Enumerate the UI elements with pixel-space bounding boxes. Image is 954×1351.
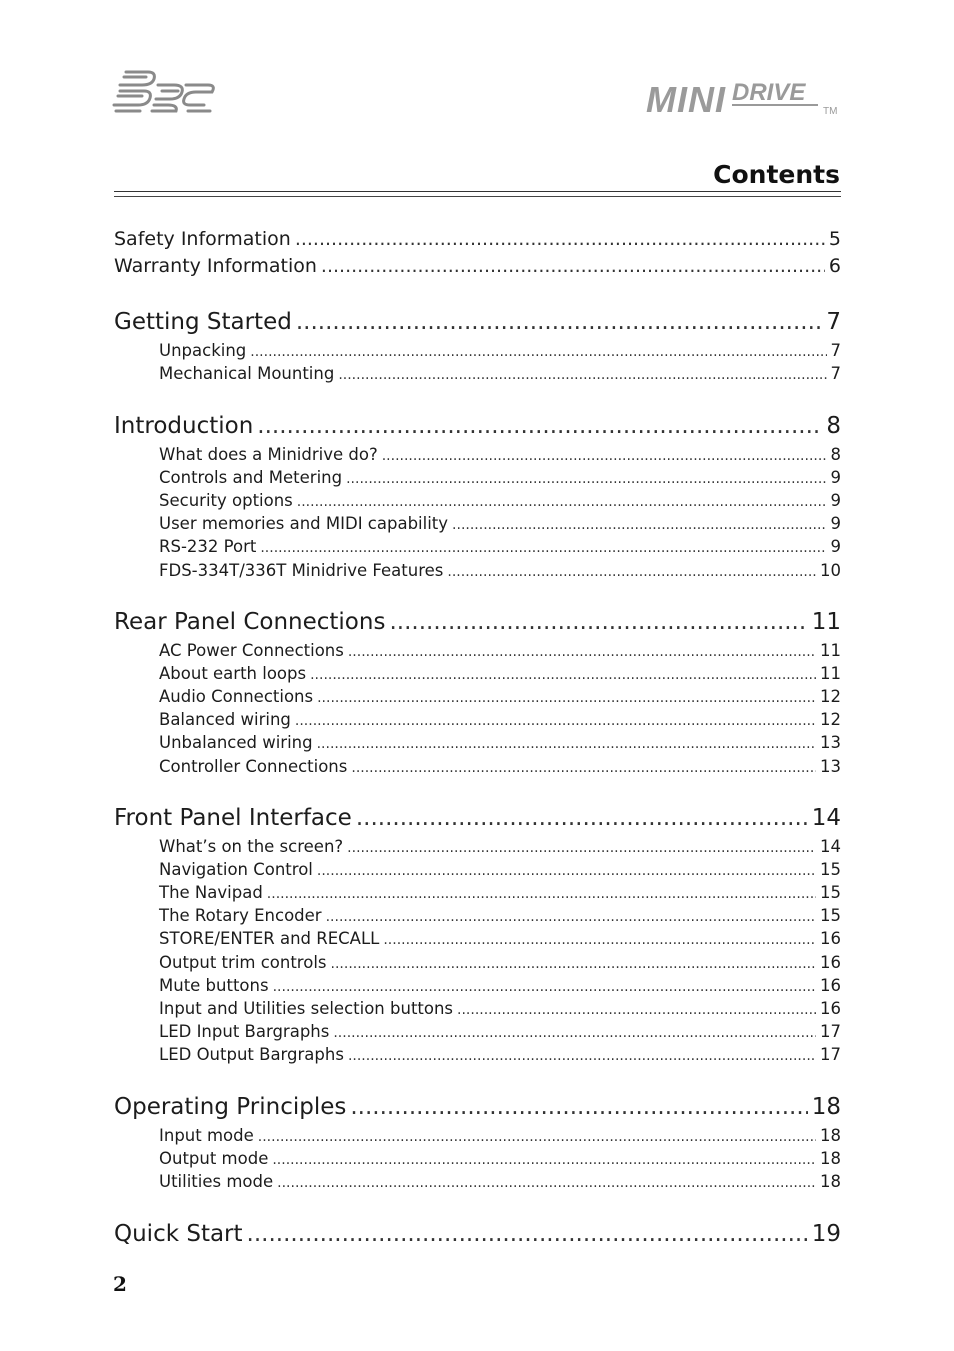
- toc-subsection-entry[interactable]: [159, 757, 841, 776]
- toc-entry-title: User memories and MIDI capability: [159, 514, 449, 534]
- toc-section-entry[interactable]: [114, 1221, 841, 1247]
- toc-subsection-entry[interactable]: [159, 953, 841, 972]
- toc-entry-page: 5: [828, 228, 841, 250]
- toc-leader-dots: [317, 860, 816, 879]
- toc-entry-title: AC Power Connections: [159, 641, 344, 660]
- toc-entry-page: 12: [820, 687, 841, 707]
- toc-leader-dots: [331, 953, 816, 972]
- toc-leader-dots: [326, 906, 816, 925]
- toc-entry-page: 17: [820, 1021, 841, 1041]
- toc-entry-title: About earth loops: [159, 664, 307, 684]
- toc-subsection-entry[interactable]: [159, 929, 841, 948]
- toc-leader-dots: [310, 664, 816, 683]
- toc-section-entry[interactable]: [114, 309, 841, 335]
- toc-leader-dots: [338, 364, 826, 383]
- toc-entry-page: 15: [820, 860, 841, 880]
- toc-entry-page: 16: [820, 998, 841, 1018]
- toc-leader-dots: [317, 687, 816, 706]
- toc-leader-dots: [277, 1172, 816, 1191]
- toc-entry-title: Front Panel Interface: [114, 805, 352, 831]
- toc-entry-page: 19: [811, 1221, 841, 1247]
- toc-leader-dots: [350, 1094, 807, 1120]
- toc-entry-title: The Navipad: [159, 883, 263, 903]
- toc-subsection-entry[interactable]: [159, 1126, 841, 1145]
- toc-entry-page: 11: [820, 641, 841, 660]
- page-number: 2: [113, 1272, 127, 1296]
- toc-subsection-entry[interactable]: [159, 1172, 841, 1191]
- toc-entry-title: The Rotary Encoder: [159, 906, 322, 926]
- toc-entry-page: 7: [826, 309, 841, 335]
- svg-text:TM: TM: [823, 106, 838, 117]
- toc-entry-page: 14: [820, 837, 841, 856]
- toc-entry-title: Mute buttons: [159, 975, 269, 995]
- toc-entry-title: Safety Information: [114, 228, 291, 250]
- toc-leader-dots: [267, 883, 816, 902]
- toc-leader-dots: [348, 1045, 816, 1064]
- heading-rule: [114, 191, 841, 192]
- toc-entry-page: 18: [820, 1126, 841, 1145]
- toc-leader-dots: [348, 641, 816, 660]
- toc-entry-page: 9: [830, 537, 841, 557]
- toc-entry-page: 11: [820, 664, 841, 684]
- toc-entry-title: Getting Started: [114, 309, 292, 335]
- toc-leader-dots: [250, 341, 826, 360]
- toc-subsection-entry[interactable]: [159, 341, 841, 360]
- toc-entry-title: Mechanical Mounting: [159, 364, 335, 384]
- toc-subsection-entry[interactable]: [159, 906, 841, 925]
- toc-entry-page: 18: [811, 1094, 841, 1120]
- toc-entry-title: Unpacking: [159, 341, 247, 360]
- toc-entry-page: 9: [830, 491, 841, 511]
- toc-leader-dots: [347, 837, 816, 856]
- toc-entry-title: LED Input Bargraphs: [159, 1021, 330, 1041]
- toc-leader-dots: [257, 413, 822, 439]
- toc-leader-dots: [321, 255, 825, 277]
- toc-entry-title: Input mode: [159, 1126, 254, 1145]
- toc-entry-page: 14: [811, 805, 841, 831]
- toc-leader-dots: [383, 929, 816, 948]
- toc-leader-dots: [382, 445, 827, 464]
- toc-entry-title: FDS-334T/336T Minidrive Features: [159, 560, 444, 580]
- toc-entry-title: Security options: [159, 491, 293, 511]
- toc-entry-title: Navigation Control: [159, 860, 313, 880]
- toc-entry-title: Quick Start: [114, 1221, 243, 1247]
- toc-entry-title: LED Output Bargraphs: [159, 1044, 344, 1064]
- toc-subsection-entry[interactable]: [159, 883, 841, 902]
- toc-entry-page: 16: [820, 929, 841, 949]
- toc-entry-title: What does a Minidrive do?: [159, 445, 378, 464]
- toc-subsection-entry[interactable]: [159, 860, 841, 879]
- toc-subsection-entry[interactable]: [159, 491, 841, 510]
- toc-leader-dots: [247, 1221, 808, 1247]
- svg-text:DRIVE: DRIVE: [732, 79, 806, 106]
- toc-subsection-entry[interactable]: [159, 641, 841, 660]
- toc-entry-page: 8: [826, 413, 841, 439]
- heading-rule-secondary: [114, 196, 841, 197]
- toc-entry-title: Audio Connections: [159, 687, 314, 707]
- toc-section-entry[interactable]: [114, 805, 841, 831]
- page-title: Contents: [713, 160, 840, 189]
- toc-entry-page: 15: [820, 906, 841, 926]
- toc-entry-page: 12: [820, 710, 841, 730]
- toc-leader-dots: [258, 1126, 816, 1145]
- toc-entry-page: 10: [820, 560, 841, 580]
- toc-entry-title: Output mode: [159, 1149, 269, 1169]
- toc-subsection-entry[interactable]: [159, 1022, 841, 1041]
- toc-entry-title: Rear Panel Connections: [114, 609, 386, 635]
- toc-entry-title: Controls and Metering: [159, 468, 343, 488]
- toc-leader-dots: [452, 514, 826, 533]
- toc-front-entry[interactable]: [114, 255, 841, 277]
- toc-entry-page: 9: [830, 468, 841, 488]
- toc-entry-page: 7: [830, 341, 841, 360]
- toc-subsection-entry[interactable]: [159, 976, 841, 995]
- toc-subsection-entry[interactable]: [159, 561, 841, 580]
- toc-subsection-entry[interactable]: [159, 468, 841, 487]
- toc-entry-page: 6: [828, 255, 841, 277]
- toc-subsection-entry[interactable]: [159, 999, 841, 1018]
- toc-subsection-entry[interactable]: [159, 710, 841, 729]
- toc-section-entry[interactable]: [114, 413, 841, 439]
- toc-entry-page: 13: [820, 756, 841, 776]
- toc-subsection-entry[interactable]: [159, 1045, 841, 1064]
- toc-leader-dots: [260, 537, 826, 556]
- bss-logo: [112, 66, 218, 118]
- toc-leader-dots: [389, 609, 807, 635]
- toc-entry-page: 11: [811, 609, 841, 635]
- toc-subsection-entry[interactable]: [159, 664, 841, 683]
- toc-entry-title: Warranty Information: [114, 255, 317, 277]
- toc-subsection-entry[interactable]: [159, 1149, 841, 1168]
- toc-subsection-entry[interactable]: [159, 364, 841, 383]
- toc-entry-page: 8: [830, 445, 841, 464]
- toc-subsection-entry[interactable]: [159, 445, 841, 464]
- toc-leader-dots: [346, 468, 826, 487]
- toc-subsection-entry[interactable]: [159, 733, 841, 752]
- toc-leader-dots: [351, 757, 816, 776]
- toc-entry-page: 9: [830, 514, 841, 534]
- toc-entry-title: Utilities mode: [159, 1172, 274, 1192]
- toc-entry-page: 18: [820, 1172, 841, 1192]
- toc-section-entry[interactable]: [114, 1094, 841, 1120]
- toc-entry-title: Controller Connections: [159, 756, 348, 776]
- toc-leader-dots: [296, 309, 823, 335]
- toc-section-entry[interactable]: [114, 609, 841, 635]
- toc-entry-page: 7: [830, 364, 841, 384]
- toc-leader-dots: [447, 561, 816, 580]
- toc-entry-title: Unbalanced wiring: [159, 733, 313, 753]
- toc-entry-page: 18: [820, 1149, 841, 1169]
- toc-leader-dots: [272, 1149, 816, 1168]
- toc-entry-page: 16: [820, 952, 841, 972]
- toc-entry-page: 15: [820, 883, 841, 903]
- toc-entry-title: What’s on the screen?: [159, 837, 344, 856]
- toc-entry-page: 13: [820, 733, 841, 753]
- toc-leader-dots: [333, 1022, 816, 1041]
- toc-entry-title: Output trim controls: [159, 952, 327, 972]
- toc-entry-title: Input and Utilities selection buttons: [159, 998, 454, 1018]
- toc-entry-title: Introduction: [114, 413, 254, 439]
- toc-leader-dots: [317, 733, 816, 752]
- toc-leader-dots: [295, 710, 816, 729]
- toc-subsection-entry[interactable]: [159, 514, 841, 533]
- toc-leader-dots: [457, 999, 816, 1018]
- toc-subsection-entry[interactable]: [159, 837, 841, 856]
- toc-leader-dots: [273, 976, 816, 995]
- toc-leader-dots: [297, 491, 827, 510]
- toc-entry-title: Balanced wiring: [159, 710, 291, 730]
- toc-entry-title: STORE/ENTER and RECALL: [159, 929, 380, 949]
- toc-entry-title: RS-232 Port: [159, 537, 257, 557]
- svg-text:MINI: MINI: [646, 79, 726, 118]
- toc-subsection-entry[interactable]: [159, 687, 841, 706]
- toc-entry-page: 17: [820, 1044, 841, 1064]
- minidrive-logo: [644, 78, 844, 118]
- toc-subsection-entry[interactable]: [159, 537, 841, 556]
- toc-entry-title: Operating Principles: [114, 1094, 347, 1120]
- toc-front-entry[interactable]: [114, 228, 841, 250]
- toc-entry-page: 16: [820, 975, 841, 995]
- toc-leader-dots: [295, 228, 825, 250]
- toc-leader-dots: [356, 805, 808, 831]
